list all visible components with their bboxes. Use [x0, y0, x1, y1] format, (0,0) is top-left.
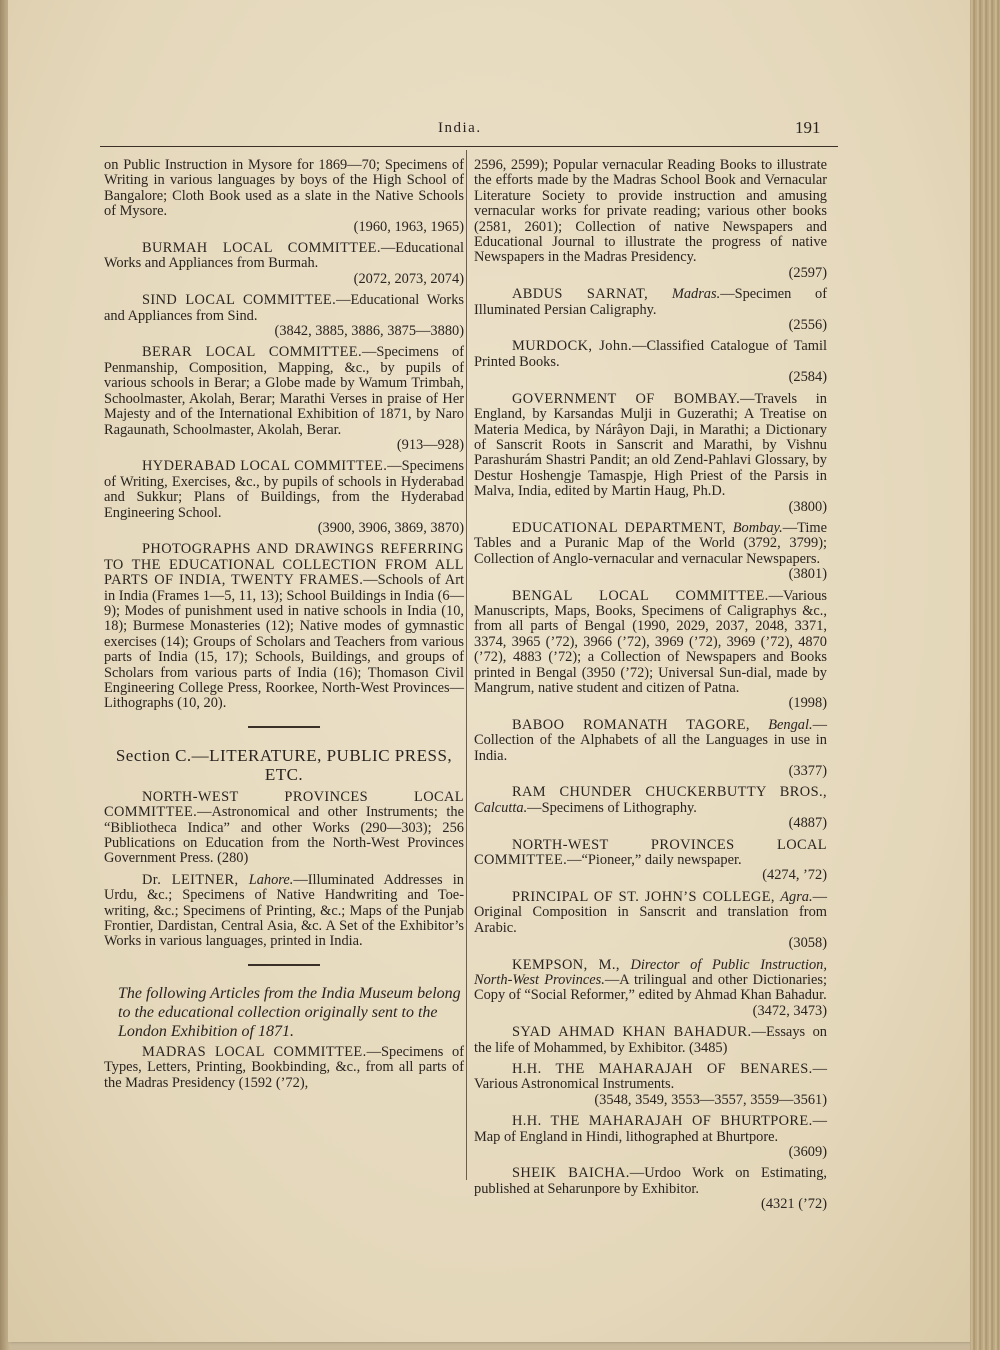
entry-place: Calcutta.: [474, 799, 528, 816]
entry-name: SHEIK BAICHA.: [512, 1165, 630, 1182]
entry-name: NORTH-WEST PROVINCES LOCAL COMMITTEE.: [104, 788, 464, 821]
entry-tagore: [474, 718, 827, 780]
entry-name: BABOO ROMANATH TAGORE,: [512, 716, 750, 733]
entry-name: KEMPSON, M.,: [512, 956, 620, 973]
entry-name: HYDERABAD LOCAL COMMITTEE.: [142, 458, 388, 475]
entry-name: BURMAH LOCAL COMMITTEE.: [142, 240, 381, 257]
entry-name: MADRAS LOCAL COMMITTEE.: [142, 1043, 367, 1060]
entry-text: —Specimen of Illuminated Persian Caligraphy.: [474, 286, 827, 318]
entry-name: Dr. LEITNER,: [142, 871, 239, 888]
entry-name: H.H. THE MAHARAJAH OF BENARES.: [512, 1060, 813, 1077]
entry-place: Lahore.: [248, 871, 294, 888]
entry-text: on Public Instruction in Mysore for 1869—70; Specimens of Writing in various languages by boys of the High School of Bangalore; Cloth Book used as a slate in the Native Schools of Mysore.: [104, 157, 464, 220]
entry-kempson: [474, 958, 827, 1020]
entry-place: Madras.: [671, 286, 721, 303]
entry-bengal: [474, 589, 827, 712]
entry-name: MURDOCK, John.: [512, 338, 633, 355]
entry-madras-cont: [474, 158, 827, 281]
entry-text: —Specimens of Writing, Exercises, &c., by pupils of schools in Hyderabad and Sukkur; Plans of Buildings, from the Hyderabad Engineering School.: [104, 458, 464, 521]
section-title: —LITERATURE, PUBLIC PRESS, ETC.: [191, 745, 453, 784]
entry-ref: (4887): [788, 815, 827, 832]
entry-ref: (280): [217, 850, 249, 867]
entry-text: —Various Manuscripts, Maps, Books, Specimens of Caligraphys &c., from all parts of Bengal (1990, 2029, 2037, 2048, 3371, 3374, 3965 (’72), 3966 (’72), 3969 (’72), 3969 (’72), 4870 (’72), 4883 (’72); a Collection of Newspapers and Books printed in Bengal (3950 (’72); Universal Sun-dial, made by Mangrum, native student and citizen of Patna.: [474, 587, 827, 696]
entry-ref: (2072, 2073, 2074): [353, 270, 464, 287]
entry-ref: (3377): [788, 763, 827, 780]
right-column: [474, 158, 827, 1219]
left-column: [104, 158, 464, 1097]
entry-name: ABDUS SARNAT,: [512, 286, 649, 303]
entry-st-johns: [474, 890, 827, 952]
entry-ref: (3485): [689, 1039, 728, 1056]
running-head: India.: [438, 120, 482, 136]
entry-text: —Urdoo Work on Estimating, published at Seharunpore by Exhibitor.: [474, 1165, 828, 1197]
column-divider: [466, 150, 467, 1180]
entry-leitner: [104, 873, 464, 950]
entry-text: —Schools of Art in India (Frames 1—5, 11, 13); School Buildings in India (6—9); Modes of punishment used in native schools in India (10, 18); Burmese Monasteries (12); Native modes of gymnastic exercises (14); Groups of Scholars and Teachers from various parts of India (15, 17); Schools, Buildings, and groups of Scholars from various parts of India (16); Thomason Civil Engineering College Press, Roorkee, North-West Provinces—Lithographs (10, 20).: [104, 572, 464, 712]
entry-name: PHOTOGRAPHS AND DRAWINGS REFERRING TO THE EDUCATIONAL COLLECTION FROM ALL PARTS OF INDIA, TWENTY FRAMES.: [104, 541, 464, 589]
entry-ref: (2597): [788, 264, 827, 281]
entry-place: Director of Public Instruction, North-West Provinces.: [474, 956, 827, 988]
entry-text: —“Pioneer,” daily newspaper.: [567, 852, 742, 869]
italic-note: The following Articles from the India Museum belong to the educational collection originally sent to the London Exhibition of 1871.: [118, 984, 461, 1040]
entry-ref: (3842, 3885, 3886, 3875—3880): [274, 323, 464, 340]
entry-name: BENGAL LOCAL COMMITTEE.: [512, 587, 769, 604]
entry-text: 2596, 2599); Popular vernacular Reading Books to illustrate the efforts made by the Madras School Book and Vernacular Literature Society to provide instruction and amusing vernacular works for private reading; various other books (2581, 2601); Collection of native Newspapers and Educational Journal to illustrate the progress of native Newspapers in the Madras Presidency.: [474, 157, 827, 266]
entry-name: GOVERNMENT OF BOMBAY.: [512, 390, 741, 407]
entry-ref: (3058): [788, 935, 827, 952]
entry-ref: (1960, 1963, 1965): [353, 218, 464, 235]
entry-chuckerbutty: [474, 785, 827, 831]
entry-name: RAM CHUNDER CHUCKERBUTTY BROS.,: [512, 784, 827, 801]
section-heading: [104, 746, 464, 784]
entry-ref: (4274, ’72): [762, 867, 827, 884]
entry-ref: (4321 (’72): [761, 1196, 827, 1213]
page-edges: [970, 0, 1000, 1350]
entry-name: SYAD AHMAD KHAN BAHADUR.: [512, 1024, 752, 1041]
entry-ref: (2556): [788, 317, 827, 334]
page-number: 191: [795, 118, 821, 137]
entry-ref: (3609): [788, 1143, 827, 1160]
entry-ref: (3472, 3473): [752, 1002, 827, 1019]
section-label: Section C.: [115, 745, 192, 765]
entry-name: EDUCATIONAL DEPARTMENT,: [512, 519, 727, 536]
entry-text: —Travels in England, by Karsandas Mulji in Guzerathi; A Treatise on Materia Medica, by Nárâyon Daji, in Marathi; a Dictionary of Sanscrit Roots in Sanscrit and Marathi, by Vishnu Parashurám Shastri Pandit; an old Zend-Pahlavi Glossary, by Destur Hoshengje Tamaspje, High Priest of the Parsis in Malva, India, edited by Martin Haug, Ph.D.: [474, 390, 827, 500]
entry-text: —Illuminated Addresses in Urdu, &c.; Specimens of Native Handwriting and Toe-writing, &c.; Specimens of Printing, &c.; Maps of the Punjab Frontier, Dardistan, Central Asia, &c. A Set of the Exhibitor’s Works in various languages, printed in India.: [104, 871, 464, 950]
header-rule: [100, 146, 838, 147]
entry-place: Bombay.: [732, 519, 783, 536]
entry-text: —A trilingual and other Dictionaries; Copy of “Social Reformer,” edited by Ahmad Khan Bahadur.: [474, 971, 828, 1004]
section-rule: [248, 726, 320, 728]
entry-photographs: [104, 542, 464, 711]
entry-ref: (2584): [788, 369, 827, 386]
entry-ref: (1998): [788, 695, 827, 712]
entry-name: H.H. THE MAHARAJAH OF BHURTPORE.: [512, 1113, 813, 1130]
entry-text: —Specimens of Lithography.: [527, 799, 697, 816]
entry-hyderabad: [104, 459, 464, 536]
entry-burmah: [104, 241, 464, 287]
entry-text: —Time Tables and a Puranic Map of the World (3792, 3799); Collection of Anglo-vernacular and vernacular Newspapers.: [474, 519, 827, 567]
entry-name: PRINCIPAL OF ST. JOHN’S COLLEGE,: [512, 888, 775, 905]
entry-nwp-pioneer: [474, 838, 827, 884]
entry-bhurtpore: [474, 1114, 827, 1160]
entry-ref: (3800): [788, 498, 827, 515]
entry-name: BERAR LOCAL COMMITTEE.: [142, 344, 362, 361]
entry-ref: (3900, 3906, 3869, 3870): [317, 519, 464, 536]
entry-text: —Specimens of Penmanship, Composition, Mapping, &c., by pupils of various schools in Berar; a Globe made by Wamum Trimbah, Schoolmaster, Akolah, Berar; Marathi Verses in praise of Her Majesty and of the International Exhibition of 1871, by Naro Ragaunath, Schoolmaster, Akolah, Berar.: [104, 344, 464, 438]
entry-text: —Astronomical and other Instruments; the “Bibliotheca Indica” and other Works (290—303); 256 Publications on Education from the North-West Provinces Government Press.: [104, 804, 464, 867]
entry-text: —Educational Works and Appliances from Sind.: [104, 292, 464, 324]
entry-bombay-edu: [474, 521, 827, 583]
entry-place: Agra.: [780, 888, 813, 905]
entry-text: —Map of England in Hindi, lithographed at Bhurtpore.: [474, 1113, 827, 1145]
entry-text: —Classified Catalogue of Tamil Printed Books.: [474, 338, 827, 370]
entry-text: —Educational Works and Appliances from Burmah.: [104, 240, 464, 272]
entry-baicha: [474, 1166, 827, 1212]
entry-bombay-gov: [474, 392, 827, 515]
entry-benares: [474, 1062, 827, 1108]
entry-berar: [104, 345, 464, 453]
entry-ref: (913—928): [396, 436, 464, 453]
entry-text: —Original Composition in Sanscrit and translation from Arabic.: [474, 888, 827, 936]
entry-murdock: [474, 339, 827, 385]
entry-sarnat: [474, 287, 827, 333]
entry-sind: [104, 293, 464, 339]
entry-mysore-cont: [104, 158, 464, 235]
entry-nwp: [104, 790, 464, 867]
entry-text: —Essays on the life of Mohammed, by Exhibitor.: [474, 1024, 827, 1056]
entry-text: —Collection of the Alphabets of all the Languages in use in India.: [474, 716, 827, 764]
entry-text: —Specimens of Types, Letters, Printing, Bookbinding, &c., from all parts of the Madras Presidency (1592 (’72),: [104, 1043, 464, 1091]
entry-madras: [104, 1045, 464, 1091]
section-rule-2: [248, 964, 320, 966]
entry-name: NORTH-WEST PROVINCES LOCAL COMMITTEE.: [474, 836, 827, 869]
entry-syad: [474, 1025, 827, 1056]
entry-text: —Various Astronomical Instruments.: [474, 1060, 827, 1093]
entry-ref: (3801): [788, 566, 827, 583]
entry-place: Bengal.: [768, 716, 813, 733]
entry-name: SIND LOCAL COMMITTEE.: [142, 292, 337, 309]
entry-ref: (3548, 3549, 3553—3557, 3559—3561): [594, 1091, 827, 1108]
